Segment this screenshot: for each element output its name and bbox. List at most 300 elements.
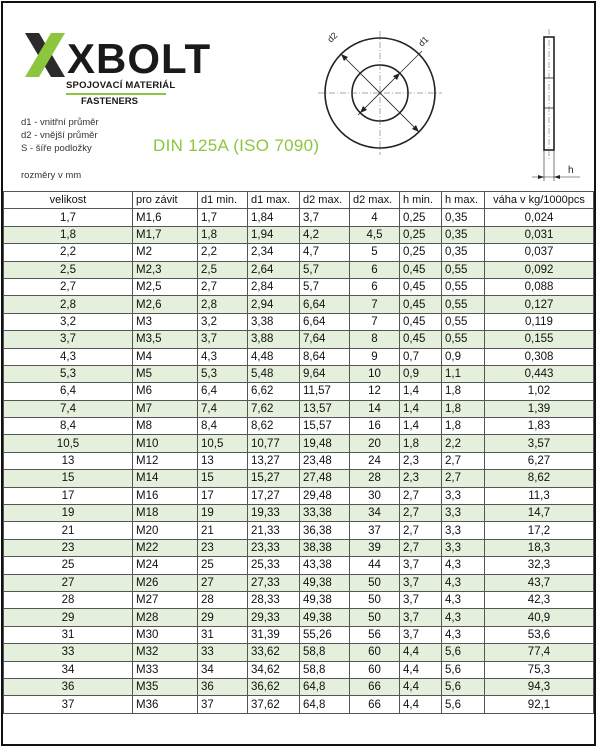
table-cell: 3,38 [248, 313, 300, 330]
table-cell: 42,3 [485, 591, 594, 608]
table-cell: 2,5 [198, 261, 248, 278]
table-cell: 3,7 [198, 331, 248, 348]
table-cell: 50 [350, 574, 400, 591]
table-cell: 37,62 [248, 696, 300, 713]
table-cell: 23,48 [300, 452, 350, 469]
table-cell: 11,57 [300, 383, 350, 400]
table-cell: M5 [133, 365, 198, 382]
table-cell: 3,3 [442, 487, 485, 504]
table-cell: 3,7 [400, 626, 442, 643]
table-cell: 0,25 [400, 226, 442, 243]
xbolt-logo [21, 25, 216, 85]
table-row [4, 209, 594, 226]
table-cell: 0,092 [485, 261, 594, 278]
table-row [4, 539, 594, 556]
table-cell: 4,4 [400, 661, 442, 678]
table-cell: 23,33 [248, 539, 300, 556]
table-cell: 13 [4, 452, 133, 469]
table-cell: 2,2 [4, 244, 133, 261]
table-cell: 11,3 [485, 487, 594, 504]
table-cell: 6,27 [485, 452, 594, 469]
table-cell: 9 [350, 348, 400, 365]
table-cell: 2,94 [248, 296, 300, 313]
column-header: d2 max. [300, 192, 350, 209]
logo-wordmark: XBOLT [67, 35, 212, 82]
table-cell: 6,64 [300, 296, 350, 313]
table-body [4, 209, 594, 713]
table-cell: 5 [350, 244, 400, 261]
logo-subtitle-en: FASTENERS [81, 96, 139, 107]
standard-title: DIN 125A (ISO 7090) [153, 136, 320, 155]
table-cell: 31 [4, 626, 133, 643]
table-cell: 0,45 [400, 296, 442, 313]
table-cell: 3,7 [300, 209, 350, 226]
table-cell: 50 [350, 591, 400, 608]
table-cell: 3,7 [400, 609, 442, 626]
table-cell: 0,35 [442, 226, 485, 243]
table-cell: 49,38 [300, 574, 350, 591]
table-cell: 4,4 [400, 644, 442, 661]
table-cell: M7 [133, 400, 198, 417]
table-cell: 14,7 [485, 505, 594, 522]
table-cell: 3,88 [248, 331, 300, 348]
table-cell: 8,62 [485, 470, 594, 487]
table-cell: 29,48 [300, 487, 350, 504]
table-cell: 7,64 [300, 331, 350, 348]
table-cell: M27 [133, 591, 198, 608]
table-cell: 4,2 [300, 226, 350, 243]
table-cell: 29 [4, 609, 133, 626]
table-cell: 20 [350, 435, 400, 452]
table-cell: 1,4 [400, 418, 442, 435]
table-cell: 15,27 [248, 470, 300, 487]
table-cell: M24 [133, 557, 198, 574]
table-row [4, 261, 594, 278]
table-cell: 4,3 [442, 557, 485, 574]
table-cell: 2,3 [400, 470, 442, 487]
table-cell: 37 [4, 696, 133, 713]
table-cell: 27,48 [300, 470, 350, 487]
washer-diagram [318, 21, 588, 186]
logo-subtitle-cz: SPOJOVACÍ MATERIÁL [66, 80, 176, 91]
table-cell: 60 [350, 644, 400, 661]
table-cell: 53,6 [485, 626, 594, 643]
table-row [4, 348, 594, 365]
table-cell: 66 [350, 696, 400, 713]
table-cell: 8,4 [4, 418, 133, 435]
column-header: h max. [442, 192, 485, 209]
table-row [4, 418, 594, 435]
table-row [4, 383, 594, 400]
table-cell: 0,55 [442, 261, 485, 278]
table-cell: 3,3 [442, 505, 485, 522]
table-cell: 8,64 [300, 348, 350, 365]
table-cell: 0,25 [400, 209, 442, 226]
table-cell: 1,94 [248, 226, 300, 243]
table-cell: 0,308 [485, 348, 594, 365]
table-cell: 25 [198, 557, 248, 574]
table-cell: 4,3 [442, 574, 485, 591]
table-cell: M6 [133, 383, 198, 400]
table-cell: 2,64 [248, 261, 300, 278]
table-cell: 30 [350, 487, 400, 504]
table-cell: 0,55 [442, 278, 485, 295]
table-cell: 2,5 [4, 261, 133, 278]
table-cell: M2,5 [133, 278, 198, 295]
table-cell: 19,48 [300, 435, 350, 452]
table-cell: 0,35 [442, 244, 485, 261]
table-cell: 19,33 [248, 505, 300, 522]
table-cell: M18 [133, 505, 198, 522]
table-cell: 33 [4, 644, 133, 661]
label-h: h [568, 165, 574, 176]
table-cell: 31,39 [248, 626, 300, 643]
table-cell: 64,8 [300, 696, 350, 713]
table-cell: 0,037 [485, 244, 594, 261]
table-cell: M12 [133, 452, 198, 469]
table-cell: 2,7 [400, 539, 442, 556]
table-cell: 37 [350, 522, 400, 539]
table-cell: 1,4 [400, 383, 442, 400]
table-cell: 19 [4, 505, 133, 522]
table-cell: 34 [4, 661, 133, 678]
table-cell: M33 [133, 661, 198, 678]
table-cell: 4,7 [300, 244, 350, 261]
table-cell: 0,55 [442, 313, 485, 330]
table-cell: 44 [350, 557, 400, 574]
table-cell: 40,9 [485, 609, 594, 626]
table-cell: 33 [198, 644, 248, 661]
table-cell: 13,57 [300, 400, 350, 417]
table-cell: 3,7 [400, 591, 442, 608]
table-cell: 10,77 [248, 435, 300, 452]
table-cell: 0,55 [442, 296, 485, 313]
table-cell: 55,26 [300, 626, 350, 643]
table-cell: 56 [350, 626, 400, 643]
table-cell: 4,4 [400, 696, 442, 713]
table-cell: 6,64 [300, 313, 350, 330]
table-cell: 2,7 [198, 278, 248, 295]
table-cell: 0,25 [400, 244, 442, 261]
table-cell: 64,8 [300, 678, 350, 695]
table-row [4, 696, 594, 713]
table-cell: 0,127 [485, 296, 594, 313]
table-cell: 4 [350, 209, 400, 226]
table-cell: M14 [133, 470, 198, 487]
table-cell: 16 [350, 418, 400, 435]
column-header: d1 max. [248, 192, 300, 209]
table-cell: 10,5 [198, 435, 248, 452]
units-note: rozměry v mm [21, 170, 82, 181]
table-cell: M10 [133, 435, 198, 452]
table-cell: 13 [198, 452, 248, 469]
table-cell: M35 [133, 678, 198, 695]
table-cell: 6,4 [198, 383, 248, 400]
table-cell: 60 [350, 661, 400, 678]
table-cell: 2,7 [400, 522, 442, 539]
table-cell: 7 [350, 296, 400, 313]
table-cell: 49,38 [300, 591, 350, 608]
table-row [4, 452, 594, 469]
table-cell: 13,27 [248, 452, 300, 469]
header [3, 3, 594, 186]
table-cell: 2,8 [4, 296, 133, 313]
table-cell: 1,84 [248, 209, 300, 226]
table-cell: 6 [350, 278, 400, 295]
table-cell: M26 [133, 574, 198, 591]
table-cell: 32,3 [485, 557, 594, 574]
table-cell: 1,8 [442, 418, 485, 435]
column-header: d1 min. [198, 192, 248, 209]
table-row [4, 591, 594, 608]
table-cell: 4,3 [442, 591, 485, 608]
table-cell: 5,6 [442, 696, 485, 713]
table-cell: 4,48 [248, 348, 300, 365]
table-cell: 7,4 [198, 400, 248, 417]
table-cell: 2,84 [248, 278, 300, 295]
table-cell: 4,3 [4, 348, 133, 365]
table-cell: 50 [350, 609, 400, 626]
table-cell: 0,45 [400, 278, 442, 295]
table-cell: 33,62 [248, 644, 300, 661]
table-cell: 17 [4, 487, 133, 504]
table-cell: M8 [133, 418, 198, 435]
table-cell: 1,8 [442, 400, 485, 417]
legend-d2: d2 - vnější průměr [21, 130, 98, 141]
table-cell: 6 [350, 261, 400, 278]
table-cell: 3,7 [400, 574, 442, 591]
table-row [4, 487, 594, 504]
table-cell: 4,4 [400, 678, 442, 695]
table-cell: M2,3 [133, 261, 198, 278]
table-cell: 3,2 [4, 313, 133, 330]
table-cell: 7 [350, 313, 400, 330]
table-cell: 15 [4, 470, 133, 487]
table-cell: 5,7 [300, 278, 350, 295]
table-row [4, 574, 594, 591]
table-cell: 23 [198, 539, 248, 556]
table-cell: 34,62 [248, 661, 300, 678]
table-row [4, 609, 594, 626]
table-cell: 19 [198, 505, 248, 522]
table-cell: 66 [350, 678, 400, 695]
table-cell: 75,3 [485, 661, 594, 678]
table-cell: 0,088 [485, 278, 594, 295]
table-cell: 15,57 [300, 418, 350, 435]
table-cell: 8,4 [198, 418, 248, 435]
table-cell: M28 [133, 609, 198, 626]
table-row [4, 331, 594, 348]
legend-d1: d1 - vnitřní průměr [21, 117, 99, 128]
table-cell: 4,3 [442, 626, 485, 643]
table-cell: 2,2 [198, 244, 248, 261]
table-cell: 5,6 [442, 661, 485, 678]
table-row [4, 661, 594, 678]
table-cell: 1,1 [442, 365, 485, 382]
table-cell: 2,34 [248, 244, 300, 261]
table-cell: 8 [350, 331, 400, 348]
table-cell: 49,38 [300, 609, 350, 626]
table-cell: 6,62 [248, 383, 300, 400]
table-cell: 7,62 [248, 400, 300, 417]
table-cell: 5,6 [442, 678, 485, 695]
table-cell: 0,9 [442, 348, 485, 365]
table-cell: 28 [4, 591, 133, 608]
table-cell: M3 [133, 313, 198, 330]
table-cell: M2,6 [133, 296, 198, 313]
table-cell: M2 [133, 244, 198, 261]
table-cell: 5,48 [248, 365, 300, 382]
table-cell: 5,3 [4, 365, 133, 382]
table-cell: 21 [198, 522, 248, 539]
table-cell: M1,7 [133, 226, 198, 243]
table-cell: 24 [350, 452, 400, 469]
table-cell: 21,33 [248, 522, 300, 539]
table-row [4, 313, 594, 330]
table-cell: 23 [4, 539, 133, 556]
table-cell: 0,45 [400, 313, 442, 330]
dimension-table [3, 191, 594, 714]
table-cell: 92,1 [485, 696, 594, 713]
column-header: velikost [4, 192, 133, 209]
table-cell: 17,27 [248, 487, 300, 504]
table-row [4, 365, 594, 382]
table-row [4, 522, 594, 539]
table-cell: 1,8 [400, 435, 442, 452]
table-cell: 0,119 [485, 313, 594, 330]
table-cell: 4,3 [442, 609, 485, 626]
table-cell: M3,5 [133, 331, 198, 348]
table-cell: 2,7 [442, 470, 485, 487]
table-cell: 0,031 [485, 226, 594, 243]
table-cell: 12 [350, 383, 400, 400]
table-cell: 94,3 [485, 678, 594, 695]
table-row [4, 505, 594, 522]
table-header-row [4, 192, 594, 209]
table-cell: 0,7 [400, 348, 442, 365]
table-cell: 9,64 [300, 365, 350, 382]
table-cell: 5,6 [442, 644, 485, 661]
table-cell: 0,443 [485, 365, 594, 382]
column-header: váha v kg/1000pcs [485, 192, 594, 209]
table-cell: 2,8 [198, 296, 248, 313]
table-cell: 18,3 [485, 539, 594, 556]
table-cell: 0,155 [485, 331, 594, 348]
table-cell: 34 [350, 505, 400, 522]
table-cell: 6,4 [4, 383, 133, 400]
table-row [4, 400, 594, 417]
table-cell: 36 [4, 678, 133, 695]
table-cell: 15 [198, 470, 248, 487]
table-cell: 2,7 [4, 278, 133, 295]
table-cell: 2,2 [442, 435, 485, 452]
table-cell: 0,45 [400, 261, 442, 278]
legend [21, 116, 99, 155]
table-cell: 1,8 [4, 226, 133, 243]
table-cell: M36 [133, 696, 198, 713]
table-cell: 0,9 [400, 365, 442, 382]
table-row [4, 626, 594, 643]
table-cell: 14 [350, 400, 400, 417]
table-cell: 28,33 [248, 591, 300, 608]
column-header: d2 max. [350, 192, 400, 209]
table-row [4, 278, 594, 295]
table-cell: 5,3 [198, 365, 248, 382]
column-header: pro závit [133, 192, 198, 209]
table-cell: 77,4 [485, 644, 594, 661]
table-row [4, 244, 594, 261]
table-cell: 1,8 [442, 383, 485, 400]
table-cell: 58,8 [300, 644, 350, 661]
table-cell: 3,7 [400, 557, 442, 574]
table-cell: 4,3 [198, 348, 248, 365]
table-cell: 1,39 [485, 400, 594, 417]
table-cell: 8,62 [248, 418, 300, 435]
table-cell: 1,8 [198, 226, 248, 243]
table-cell: 1,7 [4, 209, 133, 226]
table-row [4, 226, 594, 243]
table-cell: 27 [198, 574, 248, 591]
table-row [4, 557, 594, 574]
table-cell: 21 [4, 522, 133, 539]
table-cell: 0,35 [442, 209, 485, 226]
table-cell: 43,7 [485, 574, 594, 591]
label-d2: d2 [325, 30, 340, 45]
table-cell: 33,38 [300, 505, 350, 522]
table-row [4, 678, 594, 695]
table-cell: 37 [198, 696, 248, 713]
table-row [4, 470, 594, 487]
table-cell: M32 [133, 644, 198, 661]
table-cell: 25 [4, 557, 133, 574]
table-cell: 36,38 [300, 522, 350, 539]
table-cell: 1,83 [485, 418, 594, 435]
table-cell: 0,55 [442, 331, 485, 348]
table-cell: M20 [133, 522, 198, 539]
table-cell: M4 [133, 348, 198, 365]
table-cell: 38,38 [300, 539, 350, 556]
table-row [4, 644, 594, 661]
table-cell: 29 [198, 609, 248, 626]
table-cell: 2,7 [400, 487, 442, 504]
table-cell: 36,62 [248, 678, 300, 695]
table-cell: M30 [133, 626, 198, 643]
legend-s: S - šíře podložky [21, 143, 92, 154]
logo-divider [66, 93, 166, 95]
table-cell: 4,5 [350, 226, 400, 243]
table-cell: 17,2 [485, 522, 594, 539]
table-cell: M22 [133, 539, 198, 556]
table-cell: 27 [4, 574, 133, 591]
table-cell: 7,4 [4, 400, 133, 417]
table-cell: 3,2 [198, 313, 248, 330]
table-cell: 28 [350, 470, 400, 487]
table-cell: 3,7 [4, 331, 133, 348]
table-cell: 27,33 [248, 574, 300, 591]
table-cell: 17 [198, 487, 248, 504]
table-cell: 3,57 [485, 435, 594, 452]
table-cell: 28 [198, 591, 248, 608]
table-cell: M16 [133, 487, 198, 504]
table-row [4, 435, 594, 452]
table-cell: M1,6 [133, 209, 198, 226]
table-cell: 25,33 [248, 557, 300, 574]
column-header: h min. [400, 192, 442, 209]
label-d1: d1 [416, 34, 431, 49]
table-cell: 10,5 [4, 435, 133, 452]
table-cell: 2,3 [400, 452, 442, 469]
table-cell: 58,8 [300, 661, 350, 678]
